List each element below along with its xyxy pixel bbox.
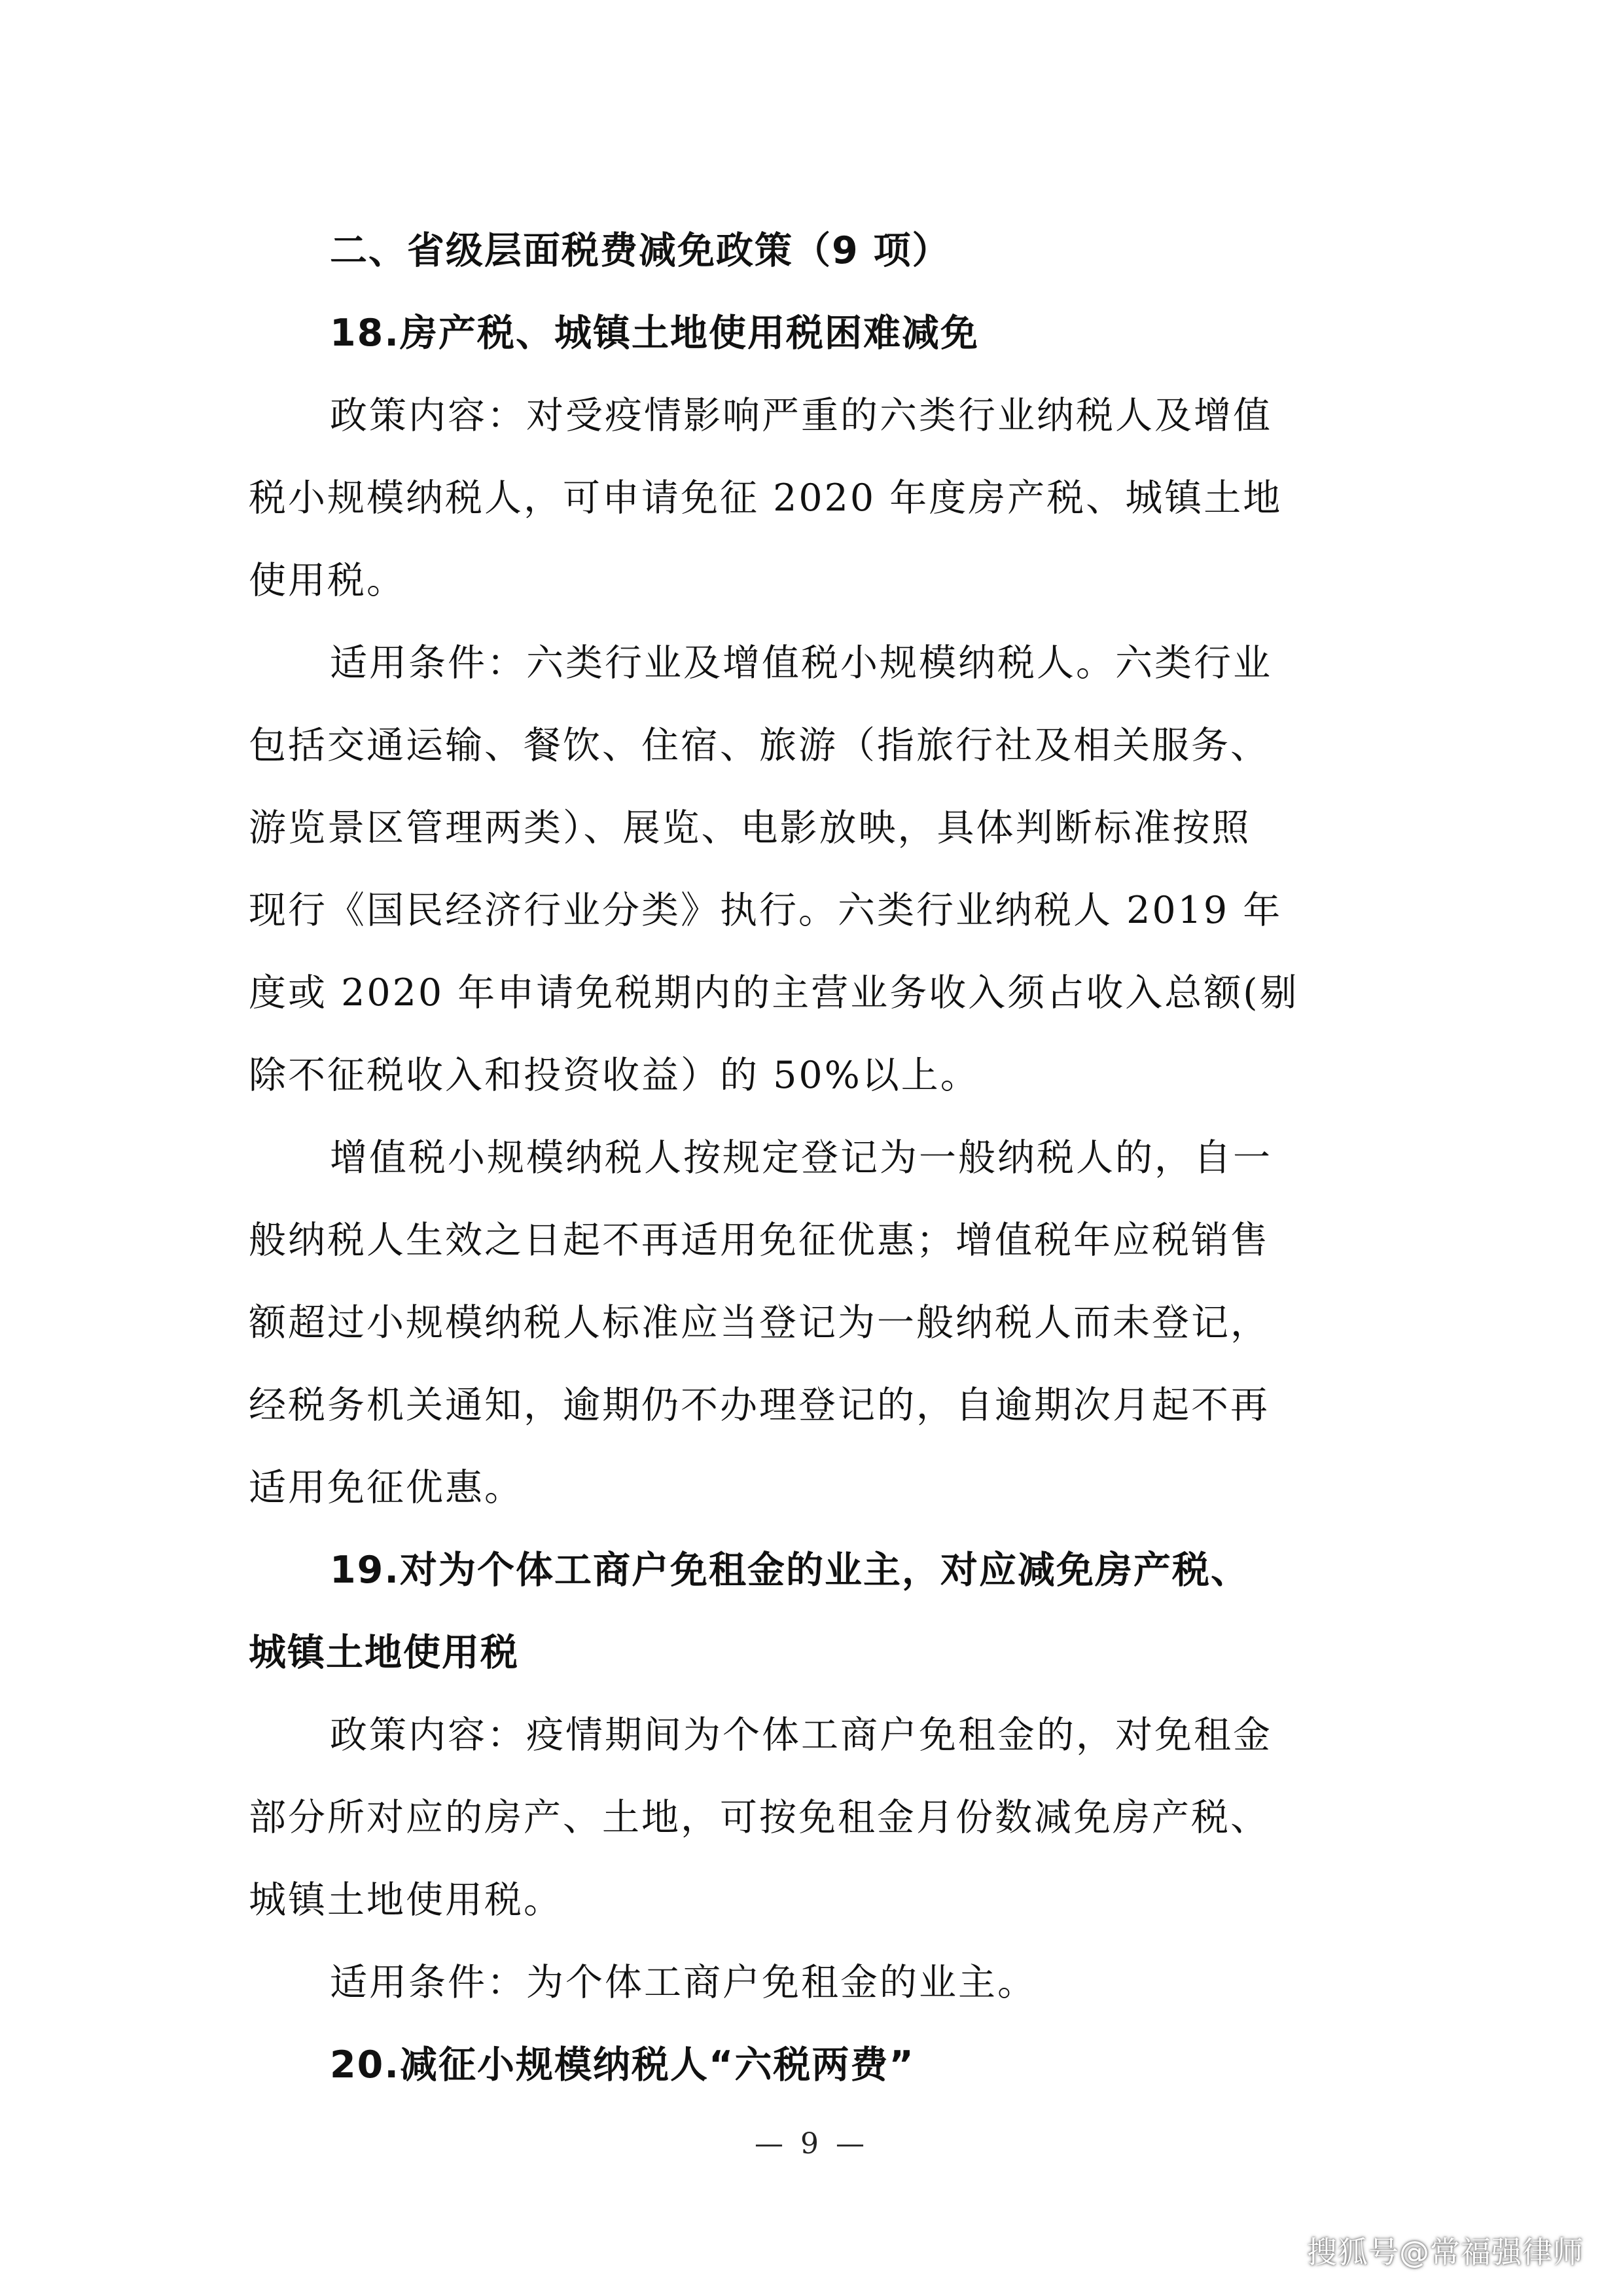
- document-body: [249, 209, 1374, 2106]
- source-watermark: 搜狐号@常福强律师: [1307, 2234, 1584, 2270]
- paragraph-line: 般纳税人生效之日起不再适用免征优惠；增值税年应税销售: [249, 1219, 1270, 1262]
- item-19-heading-continued: 城镇土地使用税: [249, 1631, 519, 1674]
- paragraph-line: 度或 2020 年申请免税期内的主营业务收入须占收入总额(剔: [249, 971, 1299, 1014]
- item-18-heading: 18.房产税、城镇土地使用税困难减免: [330, 312, 979, 355]
- paragraph-line: 额超过小规模纳税人标准应当登记为一般纳税人而未登记，: [249, 1301, 1270, 1344]
- paragraph-line: 除不征税收入和投资收益）的 50%以上。: [249, 1054, 980, 1097]
- paragraph-line: 经税务机关通知，逾期仍不办理登记的，自逾期次月起不再: [249, 1384, 1270, 1427]
- paragraph-line: 增值税小规模纳税人按规定登记为一般纳税人的，自一: [330, 1136, 1272, 1179]
- paragraph-line: 政策内容：疫情期间为个体工商户免租金的，对免租金: [330, 1713, 1272, 1757]
- item-20-heading: 20.减征小规模纳税人“六税两费”: [330, 2043, 915, 2087]
- item-19-heading: 19.对为个体工商户免租金的业主，对应减免房产税、: [330, 1549, 1249, 1592]
- paragraph-line: 城镇土地使用税。: [249, 1878, 563, 1922]
- paragraph-line: 游览景区管理两类）、展览、电影放映，具体判断标准按照: [249, 806, 1251, 850]
- paragraph-line: 现行《国民经济行业分类》执行。六类行业纳税人 2019 年: [249, 889, 1283, 932]
- section-heading: 二、省级层面税费减免政策（9 项）: [330, 229, 951, 272]
- paragraph-line: 包括交通运输、餐饮、住宿、旅游（指旅行社及相关服务、: [249, 724, 1270, 767]
- paragraph-line: 税小规模纳税人，可申请免征 2020 年度房产税、城镇土地: [249, 476, 1283, 520]
- paragraph-line: 部分所对应的房产、土地，可按免租金月份数减免房产税、: [249, 1796, 1270, 1839]
- paragraph-line: 使用税。: [249, 559, 406, 602]
- page-number: — 9 —: [755, 2127, 868, 2161]
- paragraph-line: 适用条件：为个体工商户免租金的业主。: [330, 1961, 1037, 2004]
- paragraph-line: 适用条件：六类行业及增值税小规模纳税人。六类行业: [330, 641, 1272, 685]
- paragraph-line: 政策内容：对受疫情影响严重的六类行业纳税人及增值: [330, 394, 1272, 437]
- paragraph-line: 适用免征优惠。: [249, 1466, 524, 1509]
